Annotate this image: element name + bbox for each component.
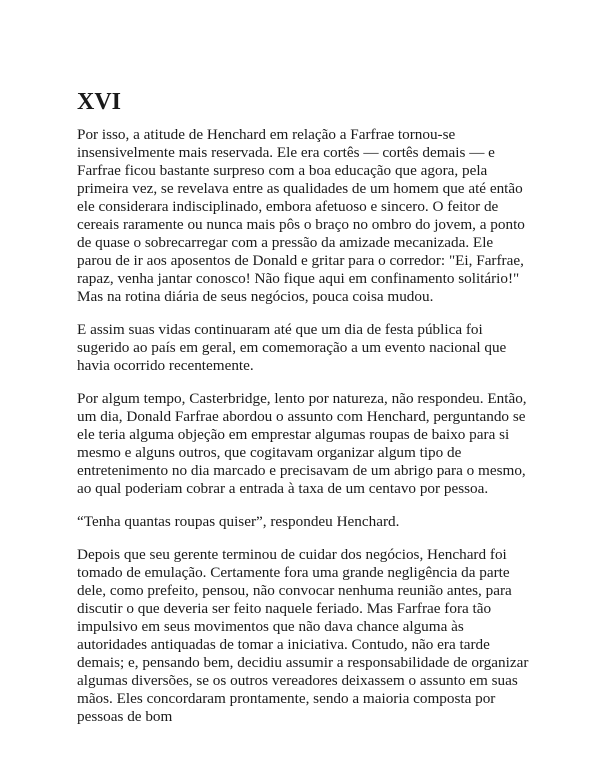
paragraph: Depois que seu gerente terminou de cuidar dos negócios, Henchard foi tomado de emulação. Certamente fora uma grande negligência da parte dele, como prefeito, pensou, não convocar nenhuma reunião antes, para discutir o que deveria ser feito naquele feriado. Mas Farfrae fora tão impulsivo em seus movimentos que não dava chance alguma às autoridades antiquadas de tomar a iniciativa. Contudo, não era tarde demais; e, pensando bem, decidiu assumir a responsabilidade de organizar algumas diversões, se os outros vereadores deixassem o assunto em suas mãos. Eles concordaram prontamente, sendo a maioria composta por pessoas de bom (77, 546, 529, 725)
chapter-body (77, 126, 529, 741)
paragraph: Por isso, a atitude de Henchard em relação a Farfrae tornou-se insensivelmente mais reservada. Ele era cortês — cortês demais — e Farfrae ficou bastante surpreso com a boa educação que agora, pela primeira vez, se revelava entre as qualidades de um homem que até então ele considerara indisciplinado, embora afetuoso e sincero. O feitor de cereais raramente ou nunca mais pôs o braço no ombro do jovem, a ponto de quase o sobrecarregar com a pressão da amizade mecanizada. Ele parou de ir aos aposentos de Donald e gritar para o corredor: "Ei, Farfrae, rapaz, venha jantar conosco! Não fique aqui em confinamento solitário!" Mas na rotina diária de seus negócios, pouca coisa mudou. (77, 126, 525, 305)
paragraph: Por algum tempo, Casterbridge, lento por natureza, não respondeu. Então, um dia, Donald Farfrae abordou o assunto com Henchard, perguntando se ele teria alguma objeção em emprestar algumas roupas de baixo para si mesmo e alguns outros, que cogitavam organizar algum tipo de entretenimento no dia marcado e precisavam de um abrigo para o mesmo, ao qual poderiam cobrar a entrada à taxa de um centavo por pessoa. (77, 390, 527, 497)
paragraph: “Tenha quantas roupas quiser”, respondeu Henchard. (77, 513, 400, 530)
paragraph: E assim suas vidas continuaram até que um dia de festa pública foi sugerido ao país em geral, em comemoração a um evento nacional que havia ocorrido recentemente. (77, 321, 507, 374)
chapter-title: XVI (77, 89, 122, 115)
